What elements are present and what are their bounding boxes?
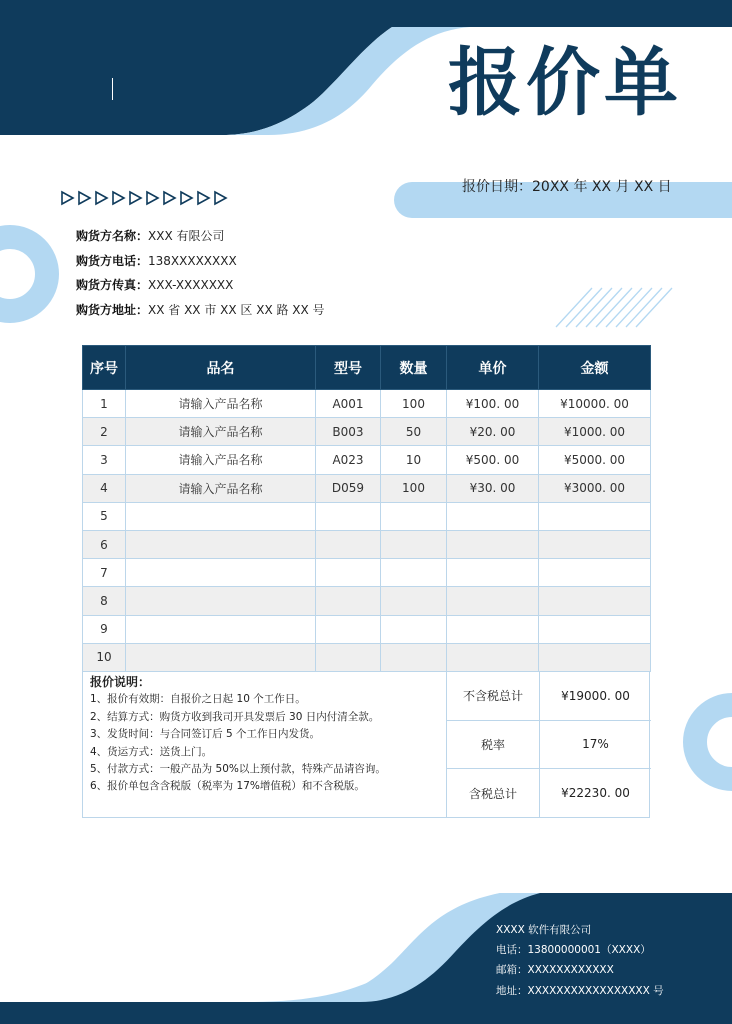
hatch-lines [556,288,672,327]
cell-index: 7 [83,559,126,587]
footer-phone: 电话：13800000001（XXXX） [496,944,651,957]
table-row [83,643,651,671]
buyer-address-label: 购货方地址： [76,302,149,317]
cell-quantity[interactable] [381,559,447,587]
buyer-address-value: XX 省 XX 市 XX 区 XX 路 XX 号 [148,302,325,317]
buyer-phone-value: 138XXXXXXXX [148,253,237,268]
cell-product[interactable]: 请输入产品名称 [126,390,316,418]
cell-index: 4 [83,474,126,502]
summary-section [82,671,650,818]
cell-unit-price[interactable]: ¥30. 00 [447,474,539,502]
page-title: 报价单 [448,40,682,126]
cell-amount[interactable]: ¥1000. 00 [539,418,651,446]
cell-model[interactable] [316,559,381,587]
cell-model[interactable]: A001 [316,390,381,418]
table-header-row [83,346,651,390]
cell-model[interactable]: B003 [316,418,381,446]
cell-product[interactable] [126,615,316,643]
total-row [447,769,651,818]
cell-unit-price[interactable] [447,615,539,643]
cell-unit-price[interactable] [447,587,539,615]
note-item: 6、报价单包含含税版（税率为 17%增值税）和不含税版。 [90,780,365,793]
cell-model[interactable] [316,530,381,558]
tax-rate-value[interactable]: 17% [582,737,609,752]
cell-quantity[interactable] [381,643,447,671]
buyer-phone-label: 购货方电话： [76,253,149,268]
buyer-name-label: 购货方名称： [76,229,149,243]
cell-amount[interactable]: ¥10000. 00 [539,390,651,418]
cell-unit-price[interactable] [447,643,539,671]
header-product: 品名 [126,346,316,390]
cell-quantity[interactable]: 50 [381,418,447,446]
cell-index: 5 [83,502,126,530]
header-amount: 金额 [539,346,651,390]
cell-quantity[interactable]: 100 [381,474,447,502]
buyer-address-row [76,298,325,323]
quote-date: 报价日期：20XX 年 XX 月 XX 日 [462,179,672,195]
header-model: 型号 [316,346,381,390]
quote-table [82,345,651,672]
table-row [83,559,651,587]
quote-notes [90,674,386,796]
cell-unit-price[interactable]: ¥100. 00 [447,390,539,418]
table-row [83,530,651,558]
cell-model[interactable] [316,502,381,530]
cell-amount[interactable] [539,587,651,615]
cell-unit-price[interactable] [447,559,539,587]
buyer-phone-row [76,249,325,274]
tax-rate-label: 税率 [447,721,540,769]
cell-quantity[interactable] [381,615,447,643]
cell-quantity[interactable]: 10 [381,446,447,474]
note-item: 3、发货时间：与合同签订后 5 个工作日内发货。 [90,728,321,741]
cell-unit-price[interactable]: ¥20. 00 [447,418,539,446]
buyer-name-value: XXX 有限公司 [148,229,225,243]
cell-unit-price[interactable] [447,530,539,558]
cell-product[interactable]: 请输入产品名称 [126,446,316,474]
cell-product[interactable] [126,587,316,615]
table-row [83,390,651,418]
table-row [83,446,651,474]
subtotal-label: 不含税总计 [447,672,540,720]
totals-grid [446,672,651,818]
buyer-fax-label: 购货方传真： [76,278,149,293]
cell-product[interactable] [126,559,316,587]
header-unit-price: 单价 [447,346,539,390]
text-cursor [112,78,113,100]
tax-rate-row [447,721,651,770]
cell-quantity[interactable]: 100 [381,390,447,418]
buyer-fax-row [76,273,325,298]
cell-unit-price[interactable] [447,502,539,530]
cell-model[interactable] [316,587,381,615]
notes-heading: 报价说明： [90,675,151,689]
cell-index: 2 [83,418,126,446]
cell-amount[interactable]: ¥5000. 00 [539,446,651,474]
cell-quantity[interactable] [381,587,447,615]
buyer-name-row [76,224,325,249]
cell-amount[interactable] [539,559,651,587]
cell-unit-price[interactable]: ¥500. 00 [447,446,539,474]
cell-amount[interactable] [539,615,651,643]
cell-quantity[interactable] [381,530,447,558]
cell-product[interactable] [126,530,316,558]
cell-amount[interactable] [539,502,651,530]
cell-product[interactable] [126,502,316,530]
table-row [83,474,651,502]
buyer-info [76,224,325,322]
cell-amount[interactable]: ¥3000. 00 [539,474,651,502]
note-item: 1、报价有效期：自报价之日起 10 个工作日。 [90,693,306,706]
cell-model[interactable]: D059 [316,474,381,502]
subtotal-value[interactable]: ¥19000. 00 [561,688,630,703]
header-index: 序号 [83,346,126,390]
header-quantity: 数量 [381,346,447,390]
table-row [83,615,651,643]
cell-model[interactable] [316,643,381,671]
note-item: 4、货运方式：送货上门。 [90,745,213,758]
cell-index: 8 [83,587,126,615]
subtotal-row [447,672,651,721]
buyer-fax-value: XXX-XXXXXXX [148,278,234,293]
table-row [83,502,651,530]
cell-index: 10 [83,643,126,671]
cell-index: 3 [83,446,126,474]
total-label: 含税总计 [447,769,540,818]
cell-product[interactable]: 请输入产品名称 [126,418,316,446]
note-item: 5、付款方式：一般产品为 50%以上预付款，特殊产品请咨询。 [90,763,386,776]
footer-address: 地址：XXXXXXXXXXXXXXXXX 号 [496,984,664,997]
table-row [83,418,651,446]
footer-email: 邮箱：XXXXXXXXXXXX [496,964,614,977]
cell-quantity[interactable] [381,502,447,530]
footer-company: XXXX 软件有限公司 [496,924,592,936]
cell-index: 1 [83,390,126,418]
table-row [83,587,651,615]
total-value[interactable]: ¥22230. 00 [561,786,630,801]
cell-model[interactable] [316,615,381,643]
cell-index: 9 [83,615,126,643]
cell-amount[interactable] [539,643,651,671]
cell-model[interactable]: A023 [316,446,381,474]
footer-contact [496,920,664,1001]
cell-product[interactable] [126,643,316,671]
cell-index: 6 [83,530,126,558]
cell-amount[interactable] [539,530,651,558]
cell-product[interactable]: 请输入产品名称 [126,474,316,502]
note-item: 2、结算方式：购货方收到我司开具发票后 30 日内付清全款。 [90,710,380,723]
